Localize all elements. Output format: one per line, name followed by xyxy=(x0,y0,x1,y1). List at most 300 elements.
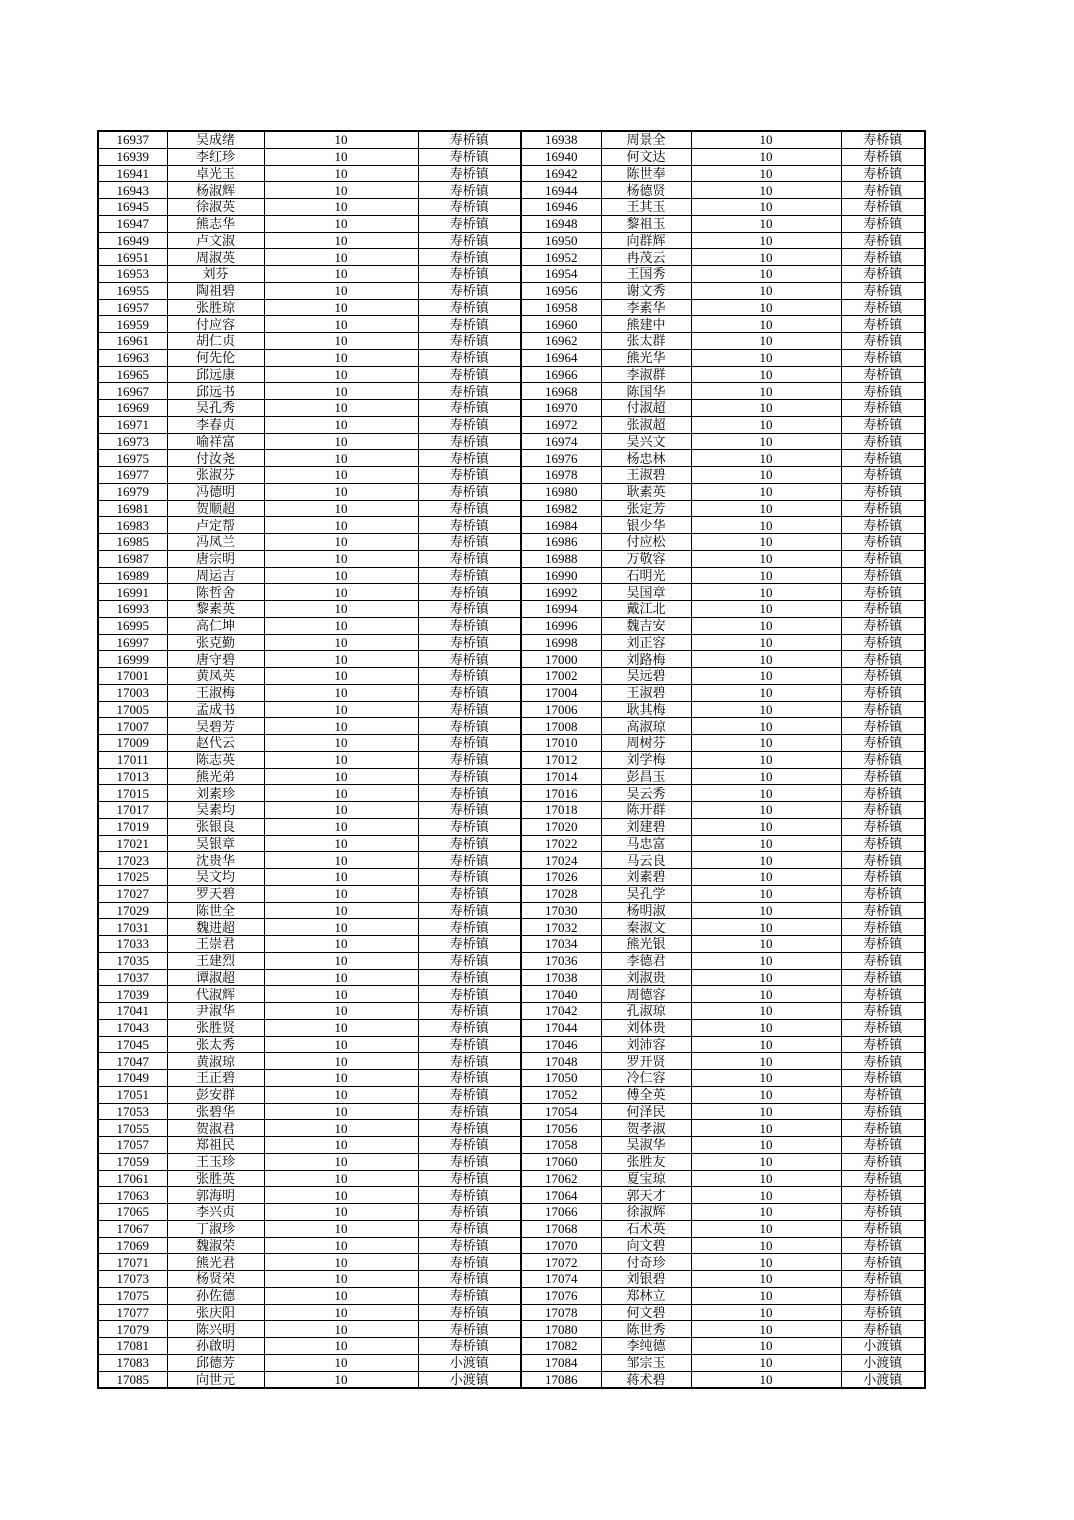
record-town-cell: 寿桥镇 xyxy=(418,199,521,216)
record-amount-cell: 10 xyxy=(691,1053,841,1070)
record-number-cell: 17005 xyxy=(98,701,167,718)
record-town-cell: 寿桥镇 xyxy=(841,550,925,567)
record-amount-cell: 10 xyxy=(691,349,841,366)
table-row xyxy=(98,534,925,551)
record-number-cell: 16979 xyxy=(98,483,167,500)
table-row xyxy=(98,1254,925,1271)
record-town-cell: 寿桥镇 xyxy=(418,333,521,350)
record-name-cell: 邹宗玉 xyxy=(601,1354,691,1371)
record-number-cell: 17038 xyxy=(521,969,601,986)
record-town-cell: 寿桥镇 xyxy=(418,517,521,534)
record-number-cell: 17059 xyxy=(98,1153,167,1170)
record-name-cell: 郑祖民 xyxy=(167,1137,264,1154)
record-name-cell: 付奇珍 xyxy=(601,1254,691,1271)
record-number-cell: 17036 xyxy=(521,952,601,969)
record-amount-cell: 10 xyxy=(264,1371,418,1388)
record-amount-cell: 10 xyxy=(264,450,418,467)
record-number-cell: 16953 xyxy=(98,266,167,283)
table-row xyxy=(98,483,925,500)
record-name-cell: 蒋术碧 xyxy=(601,1371,691,1388)
record-name-cell: 刘沛容 xyxy=(601,1036,691,1053)
table-row xyxy=(98,584,925,601)
record-amount-cell: 10 xyxy=(264,986,418,1003)
record-amount-cell: 10 xyxy=(691,148,841,165)
record-number-cell: 17050 xyxy=(521,1070,601,1087)
record-town-cell: 寿桥镇 xyxy=(418,1220,521,1237)
record-number-cell: 16948 xyxy=(521,215,601,232)
record-town-cell: 寿桥镇 xyxy=(841,182,925,199)
record-name-cell: 代淑辉 xyxy=(167,986,264,1003)
record-number-cell: 17021 xyxy=(98,835,167,852)
record-amount-cell: 10 xyxy=(691,1187,841,1204)
record-number-cell: 17035 xyxy=(98,952,167,969)
record-town-cell: 寿桥镇 xyxy=(841,1170,925,1187)
record-town-cell: 寿桥镇 xyxy=(841,601,925,618)
table-row xyxy=(98,550,925,567)
record-amount-cell: 10 xyxy=(264,718,418,735)
record-number-cell: 17062 xyxy=(521,1170,601,1187)
record-amount-cell: 10 xyxy=(691,668,841,685)
record-name-cell: 刘学梅 xyxy=(601,751,691,768)
record-town-cell: 寿桥镇 xyxy=(418,1304,521,1321)
record-name-cell: 熊志华 xyxy=(167,215,264,232)
table-row xyxy=(98,416,925,433)
table-row xyxy=(98,1137,925,1154)
record-town-cell: 寿桥镇 xyxy=(841,534,925,551)
record-number-cell: 17037 xyxy=(98,969,167,986)
record-name-cell: 张胜琼 xyxy=(167,299,264,316)
record-name-cell: 罗天碧 xyxy=(167,885,264,902)
record-amount-cell: 10 xyxy=(264,1153,418,1170)
record-town-cell: 寿桥镇 xyxy=(418,299,521,316)
record-amount-cell: 10 xyxy=(264,835,418,852)
record-name-cell: 刘建碧 xyxy=(601,818,691,835)
record-name-cell: 张太秀 xyxy=(167,1036,264,1053)
record-name-cell: 杨明淑 xyxy=(601,902,691,919)
record-number-cell: 16941 xyxy=(98,165,167,182)
record-town-cell: 寿桥镇 xyxy=(418,634,521,651)
record-number-cell: 16994 xyxy=(521,601,601,618)
record-town-cell: 寿桥镇 xyxy=(418,835,521,852)
record-name-cell: 冉茂云 xyxy=(601,249,691,266)
record-name-cell: 王其玉 xyxy=(601,199,691,216)
record-town-cell: 寿桥镇 xyxy=(418,416,521,433)
record-name-cell: 邱德芳 xyxy=(167,1354,264,1371)
record-number-cell: 16998 xyxy=(521,634,601,651)
record-amount-cell: 10 xyxy=(691,684,841,701)
record-number-cell: 16974 xyxy=(521,433,601,450)
record-amount-cell: 10 xyxy=(691,718,841,735)
table-row xyxy=(98,1170,925,1187)
record-number-cell: 17008 xyxy=(521,718,601,735)
record-amount-cell: 10 xyxy=(264,1220,418,1237)
record-town-cell: 寿桥镇 xyxy=(841,400,925,417)
record-name-cell: 黎祖玉 xyxy=(601,215,691,232)
record-town-cell: 寿桥镇 xyxy=(841,1321,925,1338)
record-amount-cell: 10 xyxy=(264,919,418,936)
record-name-cell: 耿素英 xyxy=(601,483,691,500)
record-town-cell: 寿桥镇 xyxy=(418,1019,521,1036)
record-town-cell: 寿桥镇 xyxy=(418,885,521,902)
record-number-cell: 17000 xyxy=(521,651,601,668)
record-town-cell: 寿桥镇 xyxy=(841,1254,925,1271)
record-name-cell: 何泽民 xyxy=(601,1103,691,1120)
record-name-cell: 魏进超 xyxy=(167,919,264,936)
record-number-cell: 17051 xyxy=(98,1086,167,1103)
record-amount-cell: 10 xyxy=(264,282,418,299)
record-town-cell: 寿桥镇 xyxy=(418,567,521,584)
record-number-cell: 16999 xyxy=(98,651,167,668)
table-row xyxy=(98,215,925,232)
table-row xyxy=(98,433,925,450)
record-number-cell: 16965 xyxy=(98,366,167,383)
record-town-cell: 寿桥镇 xyxy=(418,1070,521,1087)
record-amount-cell: 10 xyxy=(264,1187,418,1204)
record-town-cell: 寿桥镇 xyxy=(841,1153,925,1170)
table-row xyxy=(98,1354,925,1371)
record-number-cell: 17025 xyxy=(98,869,167,886)
table-row xyxy=(98,936,925,953)
record-name-cell: 戴江北 xyxy=(601,601,691,618)
record-number-cell: 17075 xyxy=(98,1287,167,1304)
record-amount-cell: 10 xyxy=(264,1237,418,1254)
record-name-cell: 马云良 xyxy=(601,852,691,869)
table-row xyxy=(98,902,925,919)
record-name-cell: 马忠富 xyxy=(601,835,691,852)
record-number-cell: 17007 xyxy=(98,718,167,735)
record-number-cell: 17019 xyxy=(98,818,167,835)
record-amount-cell: 10 xyxy=(264,199,418,216)
record-amount-cell: 10 xyxy=(691,1321,841,1338)
table-row xyxy=(98,835,925,852)
record-name-cell: 徐淑辉 xyxy=(601,1204,691,1221)
record-number-cell: 17034 xyxy=(521,936,601,953)
table-row xyxy=(98,1321,925,1338)
record-amount-cell: 10 xyxy=(264,567,418,584)
record-number-cell: 17084 xyxy=(521,1354,601,1371)
table-row xyxy=(98,1086,925,1103)
record-amount-cell: 10 xyxy=(264,550,418,567)
record-name-cell: 李兴贞 xyxy=(167,1204,264,1221)
record-number-cell: 17079 xyxy=(98,1321,167,1338)
record-number-cell: 17040 xyxy=(521,986,601,1003)
table-row xyxy=(98,500,925,517)
record-number-cell: 17065 xyxy=(98,1204,167,1221)
record-name-cell: 赵代云 xyxy=(167,735,264,752)
record-number-cell: 17061 xyxy=(98,1170,167,1187)
record-town-cell: 寿桥镇 xyxy=(418,584,521,601)
record-name-cell: 贺顺超 xyxy=(167,500,264,517)
record-town-cell: 寿桥镇 xyxy=(841,517,925,534)
record-town-cell: 寿桥镇 xyxy=(418,969,521,986)
record-town-cell: 小渡镇 xyxy=(841,1354,925,1371)
record-name-cell: 罗开贤 xyxy=(601,1053,691,1070)
record-number-cell: 17004 xyxy=(521,684,601,701)
record-amount-cell: 10 xyxy=(264,802,418,819)
record-amount-cell: 10 xyxy=(691,1271,841,1288)
record-town-cell: 寿桥镇 xyxy=(841,852,925,869)
record-amount-cell: 10 xyxy=(691,1036,841,1053)
record-town-cell: 寿桥镇 xyxy=(418,148,521,165)
record-town-cell: 寿桥镇 xyxy=(841,919,925,936)
record-number-cell: 17052 xyxy=(521,1086,601,1103)
record-name-cell: 熊光君 xyxy=(167,1254,264,1271)
record-amount-cell: 10 xyxy=(264,684,418,701)
table-row xyxy=(98,818,925,835)
record-name-cell: 石术英 xyxy=(601,1220,691,1237)
record-amount-cell: 10 xyxy=(264,517,418,534)
record-number-cell: 16942 xyxy=(521,165,601,182)
record-number-cell: 17056 xyxy=(521,1120,601,1137)
record-name-cell: 周景全 xyxy=(601,131,691,148)
table-row xyxy=(98,852,925,869)
record-number-cell: 16983 xyxy=(98,517,167,534)
record-amount-cell: 10 xyxy=(264,818,418,835)
record-name-cell: 李德君 xyxy=(601,952,691,969)
record-name-cell: 丁淑珍 xyxy=(167,1220,264,1237)
table-body xyxy=(98,131,925,1388)
record-town-cell: 寿桥镇 xyxy=(841,835,925,852)
table-row xyxy=(98,718,925,735)
record-name-cell: 冯德明 xyxy=(167,483,264,500)
record-town-cell: 寿桥镇 xyxy=(418,1103,521,1120)
record-amount-cell: 10 xyxy=(691,467,841,484)
record-town-cell: 寿桥镇 xyxy=(841,1086,925,1103)
record-town-cell: 寿桥镇 xyxy=(841,969,925,986)
table-row xyxy=(98,282,925,299)
record-number-cell: 17033 xyxy=(98,936,167,953)
record-town-cell: 寿桥镇 xyxy=(418,718,521,735)
record-number-cell: 17015 xyxy=(98,785,167,802)
table-row xyxy=(98,885,925,902)
record-town-cell: 寿桥镇 xyxy=(418,601,521,618)
record-number-cell: 16967 xyxy=(98,383,167,400)
record-town-cell: 寿桥镇 xyxy=(418,1170,521,1187)
record-amount-cell: 10 xyxy=(264,651,418,668)
record-amount-cell: 10 xyxy=(691,567,841,584)
record-number-cell: 17073 xyxy=(98,1271,167,1288)
record-name-cell: 孔淑琼 xyxy=(601,1003,691,1020)
record-number-cell: 17045 xyxy=(98,1036,167,1053)
record-number-cell: 16956 xyxy=(521,282,601,299)
record-amount-cell: 10 xyxy=(691,701,841,718)
record-amount-cell: 10 xyxy=(691,400,841,417)
record-name-cell: 张胜英 xyxy=(167,1170,264,1187)
record-amount-cell: 10 xyxy=(264,215,418,232)
record-number-cell: 16978 xyxy=(521,467,601,484)
record-town-cell: 寿桥镇 xyxy=(841,282,925,299)
record-town-cell: 寿桥镇 xyxy=(418,936,521,953)
record-number-cell: 17067 xyxy=(98,1220,167,1237)
record-amount-cell: 10 xyxy=(691,1204,841,1221)
record-name-cell: 杨忠林 xyxy=(601,450,691,467)
record-town-cell: 寿桥镇 xyxy=(841,131,925,148)
record-amount-cell: 10 xyxy=(691,1371,841,1388)
record-amount-cell: 10 xyxy=(264,885,418,902)
table-row xyxy=(98,1220,925,1237)
record-number-cell: 16977 xyxy=(98,467,167,484)
table-row xyxy=(98,1187,925,1204)
record-name-cell: 黎素英 xyxy=(167,601,264,618)
table-row xyxy=(98,1204,925,1221)
record-town-cell: 寿桥镇 xyxy=(841,199,925,216)
record-name-cell: 陈志英 xyxy=(167,751,264,768)
record-name-cell: 周树芬 xyxy=(601,735,691,752)
record-town-cell: 寿桥镇 xyxy=(841,952,925,969)
record-number-cell: 16969 xyxy=(98,400,167,417)
record-amount-cell: 10 xyxy=(691,282,841,299)
record-number-cell: 17006 xyxy=(521,701,601,718)
record-town-cell: 寿桥镇 xyxy=(841,751,925,768)
record-name-cell: 王正碧 xyxy=(167,1070,264,1087)
record-amount-cell: 10 xyxy=(691,852,841,869)
record-name-cell: 黄凤英 xyxy=(167,668,264,685)
record-amount-cell: 10 xyxy=(691,768,841,785)
table-row xyxy=(98,869,925,886)
record-name-cell: 刘素珍 xyxy=(167,785,264,802)
table-row xyxy=(98,802,925,819)
record-number-cell: 17068 xyxy=(521,1220,601,1237)
record-number-cell: 16991 xyxy=(98,584,167,601)
record-amount-cell: 10 xyxy=(691,500,841,517)
record-town-cell: 寿桥镇 xyxy=(841,316,925,333)
record-number-cell: 16972 xyxy=(521,416,601,433)
record-name-cell: 冯凤兰 xyxy=(167,534,264,551)
record-name-cell: 张太群 xyxy=(601,333,691,350)
record-town-cell: 寿桥镇 xyxy=(841,701,925,718)
record-town-cell: 寿桥镇 xyxy=(841,651,925,668)
record-number-cell: 17042 xyxy=(521,1003,601,1020)
record-number-cell: 16993 xyxy=(98,601,167,618)
record-amount-cell: 10 xyxy=(264,1120,418,1137)
record-number-cell: 16959 xyxy=(98,316,167,333)
record-town-cell: 寿桥镇 xyxy=(418,617,521,634)
table-row xyxy=(98,199,925,216)
record-town-cell: 寿桥镇 xyxy=(418,483,521,500)
table-row xyxy=(98,668,925,685)
record-town-cell: 寿桥镇 xyxy=(418,400,521,417)
record-number-cell: 17054 xyxy=(521,1103,601,1120)
record-name-cell: 李春贞 xyxy=(167,416,264,433)
record-town-cell: 寿桥镇 xyxy=(841,1070,925,1087)
record-number-cell: 17083 xyxy=(98,1354,167,1371)
record-amount-cell: 10 xyxy=(691,1120,841,1137)
record-name-cell: 孙佐德 xyxy=(167,1287,264,1304)
record-name-cell: 夏宝琼 xyxy=(601,1170,691,1187)
record-number-cell: 17055 xyxy=(98,1120,167,1137)
record-name-cell: 陈开群 xyxy=(601,802,691,819)
record-number-cell: 16997 xyxy=(98,634,167,651)
record-name-cell: 李红珍 xyxy=(167,148,264,165)
record-number-cell: 17041 xyxy=(98,1003,167,1020)
record-town-cell: 寿桥镇 xyxy=(418,1036,521,1053)
record-amount-cell: 10 xyxy=(264,852,418,869)
record-amount-cell: 10 xyxy=(264,634,418,651)
record-number-cell: 17014 xyxy=(521,768,601,785)
table-row xyxy=(98,701,925,718)
record-town-cell: 寿桥镇 xyxy=(841,1237,925,1254)
record-name-cell: 张淑芬 xyxy=(167,467,264,484)
record-town-cell: 寿桥镇 xyxy=(418,1187,521,1204)
record-number-cell: 16984 xyxy=(521,517,601,534)
record-amount-cell: 10 xyxy=(691,1287,841,1304)
record-amount-cell: 10 xyxy=(264,383,418,400)
record-town-cell: 寿桥镇 xyxy=(841,215,925,232)
record-name-cell: 熊光华 xyxy=(601,349,691,366)
record-town-cell: 寿桥镇 xyxy=(841,299,925,316)
record-number-cell: 17018 xyxy=(521,802,601,819)
record-town-cell: 寿桥镇 xyxy=(418,366,521,383)
record-number-cell: 17076 xyxy=(521,1287,601,1304)
record-town-cell: 寿桥镇 xyxy=(418,818,521,835)
record-amount-cell: 10 xyxy=(691,1153,841,1170)
record-town-cell: 寿桥镇 xyxy=(418,131,521,148)
record-town-cell: 寿桥镇 xyxy=(841,366,925,383)
record-number-cell: 16954 xyxy=(521,266,601,283)
record-town-cell: 寿桥镇 xyxy=(418,802,521,819)
record-name-cell: 刘芬 xyxy=(167,266,264,283)
record-town-cell: 寿桥镇 xyxy=(418,1003,521,1020)
record-name-cell: 向群辉 xyxy=(601,232,691,249)
record-name-cell: 谭淑超 xyxy=(167,969,264,986)
record-number-cell: 16947 xyxy=(98,215,167,232)
table-row xyxy=(98,986,925,1003)
record-number-cell: 17081 xyxy=(98,1338,167,1355)
record-name-cell: 陈世全 xyxy=(167,902,264,919)
record-amount-cell: 10 xyxy=(691,416,841,433)
record-town-cell: 寿桥镇 xyxy=(418,165,521,182)
record-amount-cell: 10 xyxy=(691,936,841,953)
record-amount-cell: 10 xyxy=(691,483,841,500)
record-number-cell: 16990 xyxy=(521,567,601,584)
record-town-cell: 寿桥镇 xyxy=(841,668,925,685)
record-amount-cell: 10 xyxy=(691,333,841,350)
table-row xyxy=(98,567,925,584)
record-town-cell: 寿桥镇 xyxy=(841,1204,925,1221)
record-amount-cell: 10 xyxy=(691,199,841,216)
record-amount-cell: 10 xyxy=(264,366,418,383)
record-name-cell: 高淑琼 xyxy=(601,718,691,735)
record-amount-cell: 10 xyxy=(264,500,418,517)
record-amount-cell: 10 xyxy=(691,1137,841,1154)
record-town-cell: 寿桥镇 xyxy=(418,182,521,199)
record-name-cell: 郑林立 xyxy=(601,1287,691,1304)
record-name-cell: 张定芳 xyxy=(601,500,691,517)
record-amount-cell: 10 xyxy=(264,1204,418,1221)
record-name-cell: 陈世秀 xyxy=(601,1321,691,1338)
record-table xyxy=(97,130,926,1389)
record-town-cell: 寿桥镇 xyxy=(418,500,521,517)
record-name-cell: 陶祖碧 xyxy=(167,282,264,299)
record-amount-cell: 10 xyxy=(264,735,418,752)
record-number-cell: 17049 xyxy=(98,1070,167,1087)
record-amount-cell: 10 xyxy=(691,1354,841,1371)
record-town-cell: 寿桥镇 xyxy=(841,986,925,1003)
record-number-cell: 17012 xyxy=(521,751,601,768)
record-amount-cell: 10 xyxy=(691,1338,841,1355)
table-row xyxy=(98,634,925,651)
record-town-cell: 寿桥镇 xyxy=(841,684,925,701)
record-name-cell: 张克勤 xyxy=(167,634,264,651)
record-town-cell: 寿桥镇 xyxy=(418,450,521,467)
record-amount-cell: 10 xyxy=(264,1036,418,1053)
record-amount-cell: 10 xyxy=(264,400,418,417)
record-name-cell: 高仁坤 xyxy=(167,617,264,634)
record-number-cell: 17070 xyxy=(521,1237,601,1254)
record-name-cell: 冷仁容 xyxy=(601,1070,691,1087)
record-number-cell: 16973 xyxy=(98,433,167,450)
record-number-cell: 17086 xyxy=(521,1371,601,1388)
